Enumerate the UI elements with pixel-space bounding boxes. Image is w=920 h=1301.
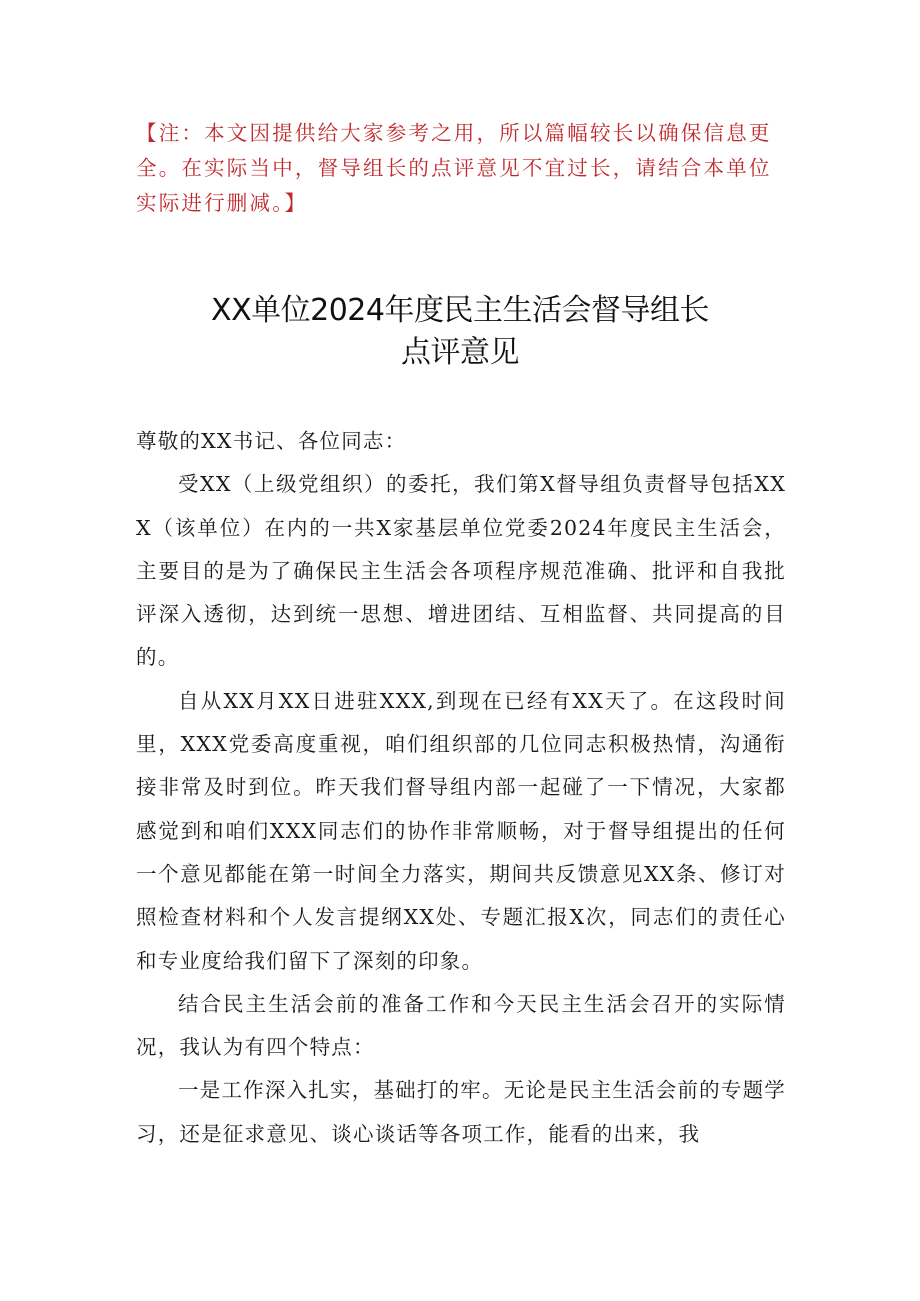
paragraph: 受XX（上级党组织）的委托，我们第X督导组负责督导包括XXX（该单位）在内的一共X家基层单位党委2024年度民主生活会，主要目的是为了确保民主生活会各项程序规范准确、批评和自我批评深入透彻，达到统一思想、增进团结、互相监督、共同提高的目的。 bbox=[136, 472, 786, 670]
paragraph: 自从XX月XX日进驻XXX,到现在已经有XX天了。在这段时间里，XXX党委高度重视，咱们组织部的几位同志积极热情，沟通衔接非常及时到位。昨天我们督导组内部一起碰了一下情况，大家都感觉到和咱们XXX同志们的协作非常顺畅，对于督导组提出的任何一个意见都能在第一时间全力落实，期间共反馈意见XX条、修订对照检查材料和个人发言提纲XX处、专题汇报X次，同志们的责任心和专业度给我们留下了深刻的印象。 bbox=[136, 688, 786, 973]
title-line-2: 点评意见 bbox=[401, 335, 519, 370]
editor-note: 【注：本文因提供给大家参考之用，所以篇幅较长以确保信息更全。在实际当中，督导组长的点评意见不宜过长，请结合本单位实际进行删减。】 bbox=[136, 121, 772, 215]
salutation: 尊敬的XX书记、各位同志： bbox=[136, 429, 407, 453]
paragraph: 结合民主生活会前的准备工作和今天民主生活会召开的实际情况，我认为有四个特点： bbox=[136, 991, 786, 1060]
paragraph: 一是工作深入扎实，基础打的牢。无论是民主生活会前的专题学习，还是征求意见、谈心谈话等各项工作，能看的出来，我 bbox=[136, 1078, 786, 1146]
document-title bbox=[80, 290, 840, 374]
title-line-1: XX单位2024年度民主生活会督导组长 bbox=[211, 293, 709, 328]
document-body bbox=[136, 420, 786, 1156]
